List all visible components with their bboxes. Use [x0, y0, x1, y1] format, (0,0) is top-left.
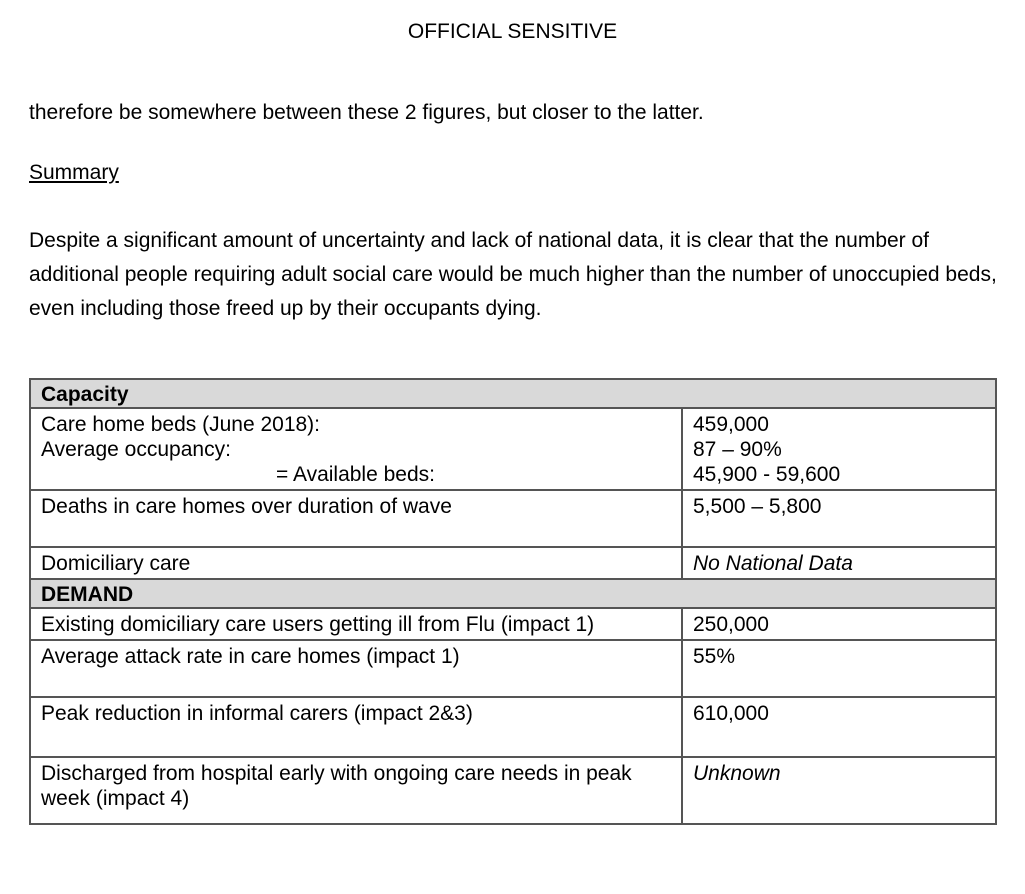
- summary-heading: Summary: [29, 161, 119, 184]
- table-cell-value: Unknown: [682, 757, 996, 824]
- summary-paragraph: Despite a significant amount of uncertainty and lack of national data, it is clear that the number of additional people requiring adult social care would be much higher than the number of unoccupied beds, even including those freed up by their occupants dying.: [29, 229, 997, 320]
- table-row: [30, 547, 996, 579]
- available-beds-value: 45,900 - 59,600: [693, 463, 841, 486]
- capacity-heading: Capacity: [30, 379, 996, 408]
- intro-paragraph: therefore be somewhere between these 2 figures, but closer to the latter.: [29, 101, 704, 124]
- table-cell-value: 5,500 – 5,800: [682, 490, 996, 547]
- table-cell-value: 610,000: [682, 697, 996, 757]
- table-row: [30, 608, 996, 640]
- table-cell-label: Discharged from hospital early with ongoing care needs in peak week (impact 4): [30, 757, 682, 824]
- table-row: [30, 640, 996, 697]
- table-row: [30, 757, 996, 824]
- demand-heading: DEMAND: [30, 579, 996, 608]
- capacity-demand-table: [29, 378, 997, 825]
- table-row: [30, 697, 996, 757]
- capacity-section-row: [30, 379, 996, 408]
- table-cell-value: No National Data: [682, 547, 996, 579]
- table-cell-label: Average attack rate in care homes (impact 1): [30, 640, 682, 697]
- demand-section-row: [30, 579, 996, 608]
- care-home-beds-value: 459,000: [693, 413, 769, 436]
- table-cell-label: Existing domiciliary care users getting ill from Flu (impact 1): [30, 608, 682, 640]
- table-cell-value: [682, 408, 996, 490]
- table-row: [30, 490, 996, 547]
- classification-header: OFFICIAL SENSITIVE: [407, 20, 618, 43]
- table-cell-value: 250,000: [682, 608, 996, 640]
- average-occupancy-label: Average occupancy:: [41, 438, 231, 461]
- table-cell-value: 55%: [682, 640, 996, 697]
- average-occupancy-value: 87 – 90%: [693, 438, 782, 461]
- table-cell-label: Deaths in care homes over duration of wave: [30, 490, 682, 547]
- table-cell-label: [30, 408, 682, 490]
- available-beds-label: = Available beds:: [276, 463, 435, 486]
- table-row: [30, 408, 996, 490]
- care-home-beds-label: Care home beds (June 2018):: [41, 413, 320, 436]
- table-cell-label: Domiciliary care: [30, 547, 682, 579]
- table-cell-label: Peak reduction in informal carers (impact 2&3): [30, 697, 682, 757]
